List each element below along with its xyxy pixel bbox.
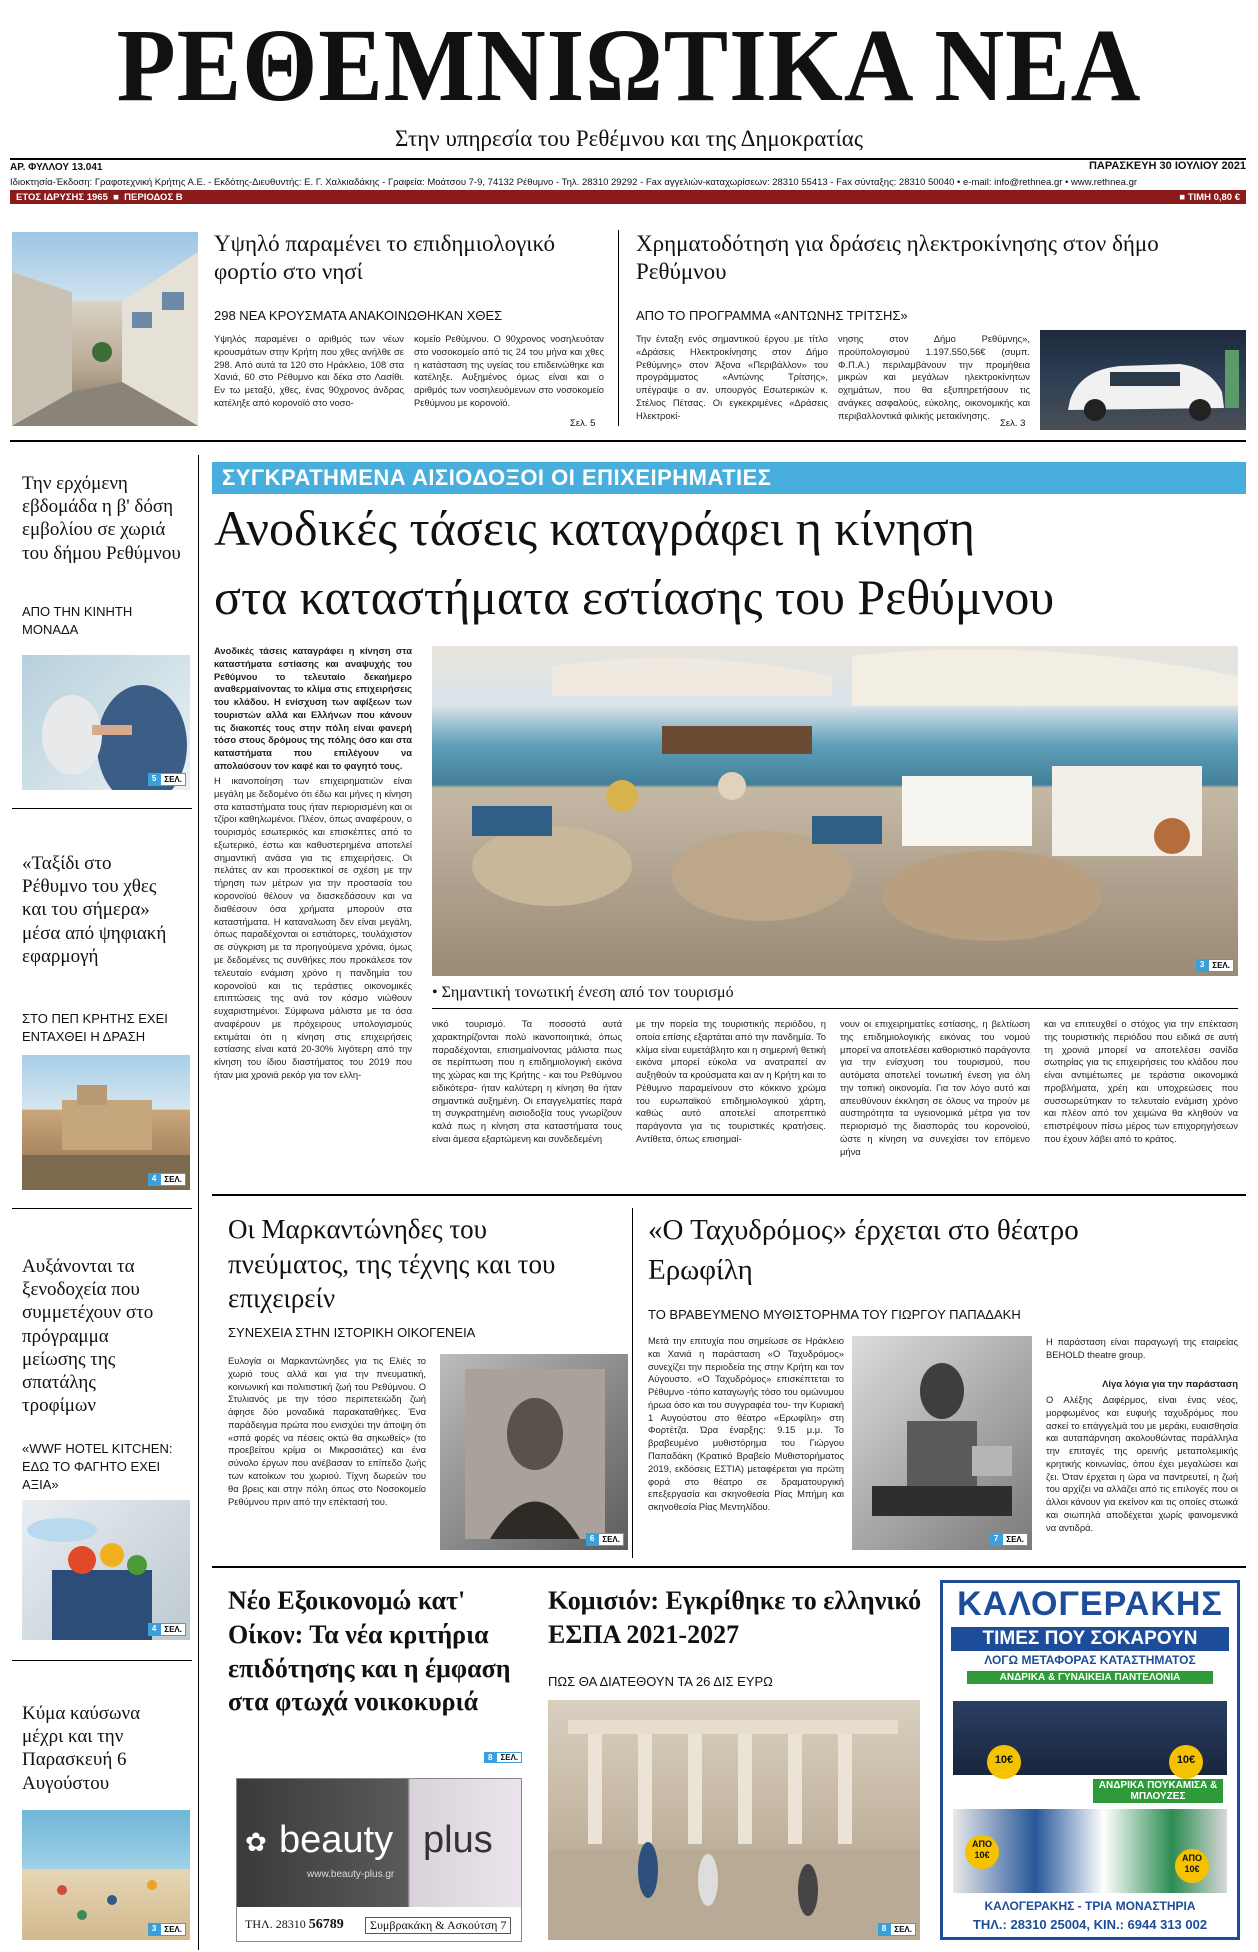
kalogerakis-label-1: ΑΝΔΡΙΚΑ & ΓΥΝΑΙΚΕΙΑ ΠΑΝΤΕΛΟΝΙΑ [967, 1671, 1213, 1684]
section-rule [212, 1566, 1246, 1568]
column-rule [618, 230, 619, 426]
theatre-photo [852, 1336, 1032, 1550]
vaccine-photo [22, 655, 190, 790]
lead-headline-line1: Ανοδικές τάσεις καταγράφει η κίνηση [214, 500, 975, 556]
portrait-photo [440, 1354, 628, 1550]
top-right-page-ref: Σελ. 3 [1000, 418, 1026, 429]
column-rule [632, 1208, 633, 1558]
bottom-left-headline: Νέο Εξοικονομώ κατ' Οίκον: Τα νέα κριτήρια επιδότησης και η έμφαση στα φτωχά νοικοκυριά [228, 1586, 511, 1717]
mid-right-body-left: Μετά την επιτυχία που σημείωσε σε Ηράκλειο και Χανιά η παράσταση «Ο Ταχυδρόμος» συνεχίζει την περιοδεία της στην Κρήτη και τον Αύγουστο. «Ο Ταχυδρόμος» επισκέπτεται το Ρέθυμνο -τόπο καταγωγής τόσο του ομώνυμου ήρωα όσο και του συγγραφέα του- την Κυριακή 1 Αυγούστου στο θέατρο «Ερωφίλη» στη Φορτέτζα. Ώρα έναρξης: 9.15 μ.μ. Το βραβευμένο μυθιστόρημα του Γιώργου Παπαδάκη (Κρατικό Βραβείο Μυθιστορήματος 2019, εκδόσεις ΕΣΤΙΑ) μεταφέρεται για πρώτη φορά στο θέατρο σε δραματουργική επεξεργασία και σκηνοθεσία Ρίας Μπήμη και σκηνοθεσία Ρίας Μεντηλίδου. [648, 1335, 844, 1513]
lead-topic-bar: ΣΥΓΚΡΑΤΗΜΕΝΑ ΑΙΣΙΟΔΟΞΟΙ ΟΙ ΕΠΙΧΕΙΡΗΜΑΤΙΕΣ [212, 462, 1246, 494]
price-value: 10€ [1184, 1863, 1200, 1874]
top-right-kicker: ΑΠΟ ΤΟ ΠΡΟΓΡΑΜΜΑ «ΑΝΤΩΝΗΣ ΤΡΙΤΣΗΣ» [636, 308, 908, 323]
period: ΠΕΡΙΟΔΟΣ Β [124, 191, 183, 203]
beauty-phone-label: ΤΗΛ. 28310 [245, 1917, 306, 1931]
top-left-page-ref: Σελ. 5 [570, 418, 596, 429]
mid-right-body-right-2: Ο Αλέξης Δαφέρμος, είναι ένας νέος, μορφωμένος και ευφυής ταχυδρόμος που ασκεί το επάγγελμά του με μεράκι, ευαισθησία και αυταπάρνηση ακολουθώντας παράλληλα την επιταγές της ορεινής μεταπολεμικής κρητικής κοινωνίας, όπου έχει μεγαλώσει και ζει. Όταν έρχεται η ώρα να παντρευτεί, η ζωή του αρχίζει να αλλάζει από τις επιλογές που οι άλλοι κάνουν για εκείνον και τις οποίες στωικά και σιωπηλά αποδέχεται χωρίς φαινομενικά να αντιδρά. [1046, 1394, 1238, 1533]
section-rule [212, 1194, 1246, 1196]
beauty-phone [245, 1917, 344, 1933]
kalogerakis-location: ΚΑΛΟΓΕΡΑΚΗΣ - ΤΡΙΑ ΜΟΝΑΣΤΗΡΙΑ [984, 1899, 1196, 1913]
bottom-left-page-label: ΣΕΛ. [496, 1752, 522, 1763]
beauty-brand-word: beauty [279, 1819, 394, 1861]
mid-right-headline-line2: Ερωφίλη [648, 1254, 753, 1286]
issue-number: ΑΡ. ΦΥΛΛΟΥ 13.041 [10, 162, 103, 173]
beach-photo [22, 1810, 190, 1940]
top-left-headline: Υψηλό παραμένει το επιδημιολογικό φορτίο στο νησί [214, 231, 556, 285]
masthead-rule [10, 158, 1246, 160]
bottom-left-page-num: 8 [484, 1752, 496, 1763]
beauty-plus-ad[interactable] [236, 1778, 522, 1942]
sidebar-divider [12, 1208, 192, 1209]
sidebar-1-page-label: ΣΕΛ. [160, 773, 186, 786]
mid-right-page-num: 7 [990, 1533, 1002, 1546]
mid-right-page-label: ΣΕΛ. [1002, 1533, 1028, 1546]
price-from-label: ΑΠΟ [1182, 1853, 1202, 1863]
caption-rule [432, 1008, 1238, 1009]
flower-icon: ✿ [245, 1827, 267, 1857]
sidebar-3-kicker: «WWF HOTEL KITCHEN: ΕΔΩ ΤΟ ΦΑΓΗΤΟ ΕΧΕΙ ΑΞΙΑ» [22, 1441, 173, 1493]
bottom-mid-page-label: ΣΕΛ. [890, 1923, 916, 1936]
founded-year: ΕΤΟΣ ΙΔΡΥΣΗΣ 1965 [16, 191, 108, 203]
lead-photo-page-label: ΣΕΛ. [1208, 959, 1234, 972]
price: ΤΙΜΗ 0,80 € [1187, 191, 1240, 203]
publisher-info: Ιδιοκτησία-Έκδοση: Γραφοτεχνική Κρήτης Α.Ε. - Εκδότης-Διευθυντής: Ε. Γ. Χαλκιαδάκης - Γραφεία: Μοάτσου 7-9, 74132 Ρέθυμνο - Τηλ. 28310 29292 - Fax αγγελιών-καταχωρίσεων: 28310 55413 - Fax σύνταξης: 28310 50040 • e-mail: info@rethnea.gr • www.rethnea.gr [10, 177, 1138, 188]
kalogerakis-ad[interactable] [940, 1580, 1240, 1940]
street-photo [12, 232, 198, 426]
issue-date: ΠΑΡΑΣΚΕΥΗ 30 ΙΟΥΛΙΟΥ 2021 [1088, 160, 1246, 172]
beauty-address: Συμβρακάκη & Ασκούτση 7 [365, 1917, 511, 1934]
lead-photo-caption: • Σημαντική τονωτική ένεση από τον τουρισμό [432, 984, 734, 1001]
beauty-url: www.beauty-plus.gr [307, 1869, 395, 1880]
beauty-phone-number: 56789 [308, 1917, 344, 1932]
lead-col-3: νουν οι επιχειρηματίες εστίασης, η βελτίωση της επιδημιολογικής εικόνας του νομού μπορεί να αποτελέσει καθοριστικό παράγοντα για την ενίσχυση του τουρισμού, που αυτόματα αποτελεί τονωτική ένεση για όλη την τοπική οικονομία. Για τον λόγο αυτό και απευθύνουν έκκληση σε όλους να τηρούν με αυστηρότητα τα υγειονομικά μέτρα για τον περιορισμό της διασποράς του κορονοϊού, ώστε η κίνηση να συνεχίσει τον επόμενο μήνα [840, 1018, 1030, 1157]
restaurant-photo [432, 646, 1238, 976]
kalogerakis-subtitle: ΤΙΜΕΣ ΠΟΥ ΣΟΚΑΡΟΥΝ [951, 1627, 1229, 1651]
sidebar-4-headline: Κύμα καύσωνα μέχρι και την Παρασκευή 6 Αυγούστου [22, 1703, 141, 1794]
top-left-col1: Υψηλός παραμένει ο αριθμός των νέων κρουσμάτων στην Κρήτη που χθες ανήλθε σε 298. Από αυτά τα 120 στο Ηράκλειο, 108 στα Χανιά, 60 στο Ρέθυμνο και δέκα στο Λασίθι. Εν τω μεταξύ, χθες, ένας 90χρονος άνδρας κατέληξε από κορονοϊό στο νοσο- [214, 333, 404, 408]
lead-headline-line2: στα καταστήματα εστίασης του Ρεθύμνου [214, 569, 1055, 625]
newspaper-slogan: Στην υπηρεσία του Ρεθέμνου και της Δημοκρατίας [395, 126, 863, 151]
sidebar-rule [198, 455, 199, 1950]
plus-brand-word: plus [423, 1819, 493, 1861]
price-badge-4 [1175, 1849, 1209, 1883]
sidebar-4-page-num: 3 [148, 1923, 160, 1936]
lead-col-4: και να επιτευχθεί ο στόχος για την επέκταση της τουριστικής περιόδου που ειδικά σε αυτή τη χρονιά μπορεί να αποτελέσει σανίδα σωτηρίας για τις επιχειρήσεις του κλάδου που είναι αντιμέτωπες με τεράστια οικονομικά προβλήματα, χρέη και υποχρεώσεις που συσσωρεύτηκαν το τελευταίο ενάμιση χρόνο και πλέον από τον χειμώνα θα κληθούν να επιστρέψουν πίσω μέρος των επιχορηγήσεων που έχουν λάβει από το κράτος. [1044, 1018, 1238, 1145]
sidebar-1-page-num: 5 [148, 773, 160, 786]
mid-right-headline-line1: «Ο Ταχυδρόμος» έρχεται στο θέατρο [648, 1214, 1079, 1246]
kalogerakis-label-2: ΑΝΔΡΙΚΑ ΠΟΥΚΑΜΙΣΑ & ΜΠΛΟΥΖΕΣ [1093, 1779, 1223, 1803]
fortezza-photo [22, 1055, 190, 1190]
kalogerakis-reason: ΛΟΓΩ ΜΕΤΑΦΟΡΑΣ ΚΑΤΑΣΤΗΜΑΤΟΣ [984, 1653, 1196, 1667]
edition-bar: ΕΤΟΣ ΙΔΡΥΣΗΣ 1965 ■ ΠΕΡΙΟΔΟΣ Β ■ ΤΙΜΗ 0,80 € [10, 190, 1246, 204]
electric-car-photo [1040, 330, 1246, 430]
sidebar-1-headline: Την ερχόμενη εβδομάδα η β' δόση εμβολίου σε χωριά του δήμου Ρεθύμνου [22, 473, 181, 564]
lead-photo-page-num: 3 [1196, 959, 1208, 972]
sidebar-3-page-label: ΣΕΛ. [160, 1623, 186, 1636]
mid-right-kicker: ΤΟ ΒΡΑΒΕΥΜΕΝΟ ΜΥΘΙΣΤΟΡΗΜΑ ΤΟΥ ΓΙΩΡΓΟΥ ΠΑΠΑΔΑΚΗ [648, 1307, 1021, 1322]
sidebar-3-page-num: 4 [148, 1623, 160, 1636]
lead-body-left: Η ικανοποίηση των επιχειρηματιών είναι μεγάλη με δεδομένο ότι έδω και μήνες η κίνηση στα καταστήματα τους ήταν περιορισμένη και οι τζίροι καθηλωμένοι. Πλέον, όπως αναφέρουν, ο τουρισμός εσωτερικός και επισκέπτες από το εξωτερικό, έστω και καθυστερημένα αποτελεί σημαντική ανάσα για τις επιχειρήσεις. Οι πελάτες αν και προσεκτικοί σε σχέση με την τήρηση των μέτρων για την προστασία του κορονοϊού θέλουν να διασκεδάσουν και να διαθέσουν όσα χρήματα μπορούν στα καταστήματα. Η καταναλωση δεν είναι μεγάλη, όπως παραδέχονται οι εστιάτορες, τουλάχιστον σε σύγκριση με τα προηγούμενα χρόνια, όμως με δεδομένες τις συνθήκες που προκάλεσε τον τελευταίο ενάμιση χρόνο η πανδημία του κορονοϊού και τις τεράστιες οικονομικές επιπτώσεις της ανά τον κόσμο νιώθουν ευχαριστημένοι. Σύμφωνα μάλιστα με τα όσα αναφέρουν με πρόχειρους υπολογισμούς εκτιμάται ότι η κίνηση στις επιχειρήσεις εστίασης είναι κατά 20-30% λιγότερη από την κίνηση του ίδιου διαστήματος του 2019 που ήταν μια χρονιά ρεκόρ για τον ελλη- [214, 775, 412, 1080]
price-badge-3 [965, 1835, 999, 1869]
sidebar-divider [12, 1660, 192, 1661]
mid-left-page-label: ΣΕΛ. [598, 1533, 624, 1546]
sidebar-divider [12, 808, 192, 809]
price-badge-2: 10€ [1169, 1745, 1203, 1779]
lead-col-1: νικό τουρισμό. Τα ποσοστά αυτά χαρακτηρίζονται πολύ ικανοποιητικά, όπως παραδέχονται, επισημαίνοντας μάλιστα πως σε περίπτωση που η επιδημιολογική εικόνα της χώρας και της Κρήτης - και του Ρεθύμνου ειδικότερα- ήταν καλύτερη η κίνηση θα ήταν σημαντικά αυξημένη. Οι επαγγελματίες παρά τη συγκρατημένη αισιοδοξία τους γνωρίζουν καλά πως η κίνηση στα καταστήματα τους είναι άμεσα εξαρτώμενη και συνδεδεμένη [432, 1018, 622, 1145]
sidebar-3-headline: Αυξάνονται τα ξενοδοχεία που συμμετέχουν στο πρόγραμμα μείωσης της σπατάλης τροφίμων [22, 1256, 154, 1417]
athens-photo [548, 1700, 920, 1940]
newspaper-title: ΡΕΘΕΜΝΙΩΤΙΚΑ ΝΕΑ [116, 8, 1142, 123]
lead-col-2: με την πορεία της τουριστικής περιόδου, η οποία επίσης εξαρτάται από την πανδημία. Το κλίμα είναι ευμετάβλητο και η σημερινή θετική εικόνα μπορεί εύκολα να ανατραπεί αν αυξηθούν τα κρούσματα και αν η Κρήτη και το Ρέθυμνο παραμείνουν στο κόκκινο χρώμα του ευρωπαϊκού επιδημιολογικού χάρτη, καθώς αυτό αποτελεί αποτρεπτικό παράγοντα για τις τουριστικές κρατήσεις. Αντίθετα, όπως επισημαί- [636, 1018, 826, 1145]
top-right-col1: Την ένταξη ενός σημαντικού έργου με τίτλο «Δράσεις Ηλεκτροκίνησης στον Δήμο Ρεθύμνης» στον Άξονα «Περιβάλλον» του προγράμματος «Αντώνης Τρίτσης», υπέγραψε ο αν. υπουργός Εσωτερικών κ. Στέλιος Πέτσας. Οι εγκεκριμένες «Δράσεις Ηλεκτροκί- [636, 333, 828, 421]
price-from-label: ΑΠΟ [972, 1839, 992, 1849]
sidebar-2-page-label: ΣΕΛ. [160, 1173, 186, 1186]
sidebar-2-page-num: 4 [148, 1173, 160, 1186]
bottom-mid-page-num: 8 [878, 1923, 890, 1936]
kalogerakis-phones: ΤΗΛ.: 28310 25004, ΚΙΝ.: 6944 313 002 [972, 1917, 1208, 1932]
mid-right-subhead: Λίγα λόγια για την παράσταση [1102, 1378, 1238, 1389]
sidebar-2-headline: «Ταξίδι στο Ρέθυμνο του χθες και του σήμερα» μέσα από ψηφιακή εφαρμογή [22, 853, 167, 967]
sidebar-2-kicker: ΣΤΟ ΠΕΠ ΚΡΗΤΗΣ ΕΧΕΙ ΕΝΤΑΧΘΕΙ Η ΔΡΑΣΗ [22, 1011, 168, 1045]
mid-left-page-num: 6 [586, 1533, 598, 1546]
sidebar-1-kicker: ΑΠΟ ΤΗΝ ΚΙΝΗΤΗ ΜΟΝΑΔΑ [22, 604, 133, 638]
top-right-col2: νησης στον Δήμο Ρεθύμνης», προϋπολογισμού 1.197.550,56€ (συμπ. Φ.Π.Α.) περιλαμβάνουν την προμήθεια μικρών και μεγάλων ηλεκτροκίνητων οχημάτων, που θα εξυπηρετήσουν τις ανάγκες ασφαλούς, εύκολης, οικονομικής και περιβαλλοντικά φιλικής μετακίνησης. [838, 333, 1030, 421]
sidebar-4-page-label: ΣΕΛ. [160, 1923, 186, 1936]
bottom-mid-kicker: ΠΩΣ ΘΑ ΔΙΑΤΕΘΟΥΝ ΤΑ 26 ΔΙΣ ΕΥΡΩ [548, 1674, 773, 1689]
mid-left-kicker: ΣΥΝΕΧΕΙΑ ΣΤΗΝ ΙΣΤΟΡΙΚΗ ΟΙΚΟΓΕΝΕΙΑ [228, 1325, 476, 1340]
mid-right-body-right-1: Η παράσταση είναι παραγωγή της εταιρείας BEHOLD theatre group. [1046, 1336, 1238, 1360]
lead-intro: Ανοδικές τάσεις καταγράφει η κίνηση στα καταστήματα εστίασης και αναψυχής του Ρεθύμνου το τελευταίο δεκαήμερο αναθερμαίνοντας το κλίμα στις επιχειρήσεις του κλάδου. Η ενίσχυση των αφίξεων των τουριστών αλλά και Ελλήνων που κάνουν τις διακοπές τους στην πόλη είναι φανερή τόσο στους δρόμους της πόλης όσο και στα καταστήματα που επιλέγουν να απολαύσουν τον καφέ και το φαγητό τους. [214, 645, 412, 772]
bottom-left-page-ref [484, 1752, 522, 1763]
mid-left-headline: Οι Μαρκαντώνηδες του πνεύματος, της τέχνης και του επιχειρείν [228, 1214, 556, 1314]
kalogerakis-title: ΚΑΛΟΓΕΡΑΚΗΣ [957, 1585, 1223, 1623]
price-value: 10€ [974, 1849, 990, 1860]
section-rule [10, 440, 1246, 442]
mid-left-body: Ευλογία οι Μαρκαντώνηδες για τις Ελιές το χωριό τους αλλά και για την πνευματική, κοινωνική και πολιτιστική ζωή του Ρεθύμνου. Ο Στυλιανός με την τόσο περιπετειώδη ζωή άφησε δύο μοναδικά παρακαταθήκες. Ένα παράδειγμα πρώτα που ενισχύει την άποψη ότι «σπά φορές να πέσεις οκτώ θα σηκωθείς» (το προεβείτου κρίμα οι Μικρασιάτες) και ένα σύνολο έργων που ανέβασαν το επίπεδο ζωής των κατοίκων του χωριού. Τίχνη δωρεών του θα βρεις και στην πόλη όπως στο Νοσοκομείο Ρεθύμνου πριν από την επέκτασή του. [228, 1355, 426, 1507]
top-left-kicker: 298 ΝΕΑ ΚΡΟΥΣΜΑΤΑ ΑΝΑΚΟΙΝΩΘΗΚΑΝ ΧΘΕΣ [214, 308, 503, 323]
food-waste-photo [22, 1500, 190, 1640]
bottom-mid-headline: Κομισιόν: Εγκρίθηκε το ελληνικό ΕΣΠΑ 2021-2027 [548, 1586, 922, 1649]
price-badge-1: 10€ [987, 1745, 1021, 1779]
top-right-headline: Χρηματοδότηση για δράσεις ηλεκτροκίνησης στον δήμο Ρεθύμνου [636, 231, 1159, 285]
top-left-col2: κομείο Ρεθύμνου. Ο 90χρονος νοσηλευόταν στο νοσοκομείο από τις 24 του μήνα και χθες η κατάσταση της υγείας του επιδεινώθηκε και κατέληξε. Αυξημένος όμως είναι και ο αριθμός των νοσηλευόμενων στο νοσοκομείο Ρεθύμνου με κορονοϊό. [414, 333, 604, 408]
